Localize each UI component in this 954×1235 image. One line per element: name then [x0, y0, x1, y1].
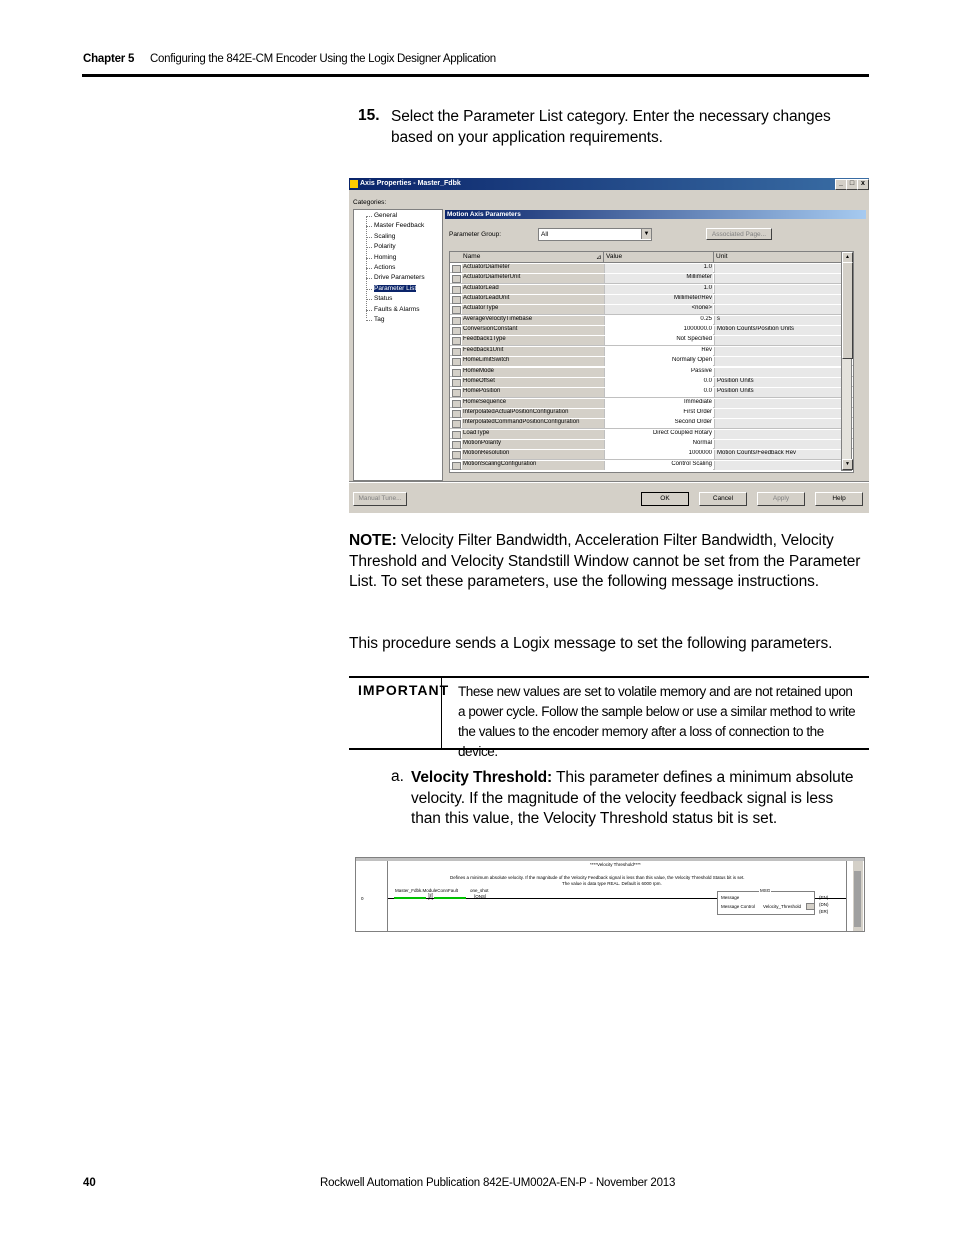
tree-connector [366, 247, 372, 249]
param-value[interactable]: <none> [604, 305, 713, 314]
param-value[interactable]: Passive [604, 368, 713, 377]
param-name: ActuatorType [462, 305, 605, 314]
param-name: HomeMode [462, 368, 605, 377]
category-item[interactable]: Drive Parameters [374, 274, 425, 282]
param-value[interactable]: Normally Open [604, 357, 713, 366]
table-row[interactable] [450, 273, 853, 283]
xio-tag[interactable]: Master_Fdbk.ModuleConnFault [395, 888, 459, 893]
param-unit [714, 336, 845, 345]
param-value[interactable]: 0.25 [604, 316, 713, 325]
param-value[interactable]: Normal [604, 440, 713, 449]
table-row[interactable] [450, 418, 853, 428]
param-value[interactable]: Millimeter/Rev [604, 295, 713, 304]
minimize-button[interactable]: _ [835, 179, 847, 190]
tree-connector [366, 226, 372, 228]
table-row[interactable] [450, 439, 853, 449]
row-expand-box[interactable] [452, 451, 461, 459]
table-row[interactable] [450, 356, 853, 366]
procedure-text: This procedure sends a Logix message to set the following parameters. [349, 635, 833, 652]
param-unit [714, 274, 845, 283]
row-expand-box[interactable] [452, 431, 461, 439]
param-name: ActuatorDiameterUnit [462, 274, 605, 283]
param-unit [714, 285, 845, 294]
help-button[interactable]: Help [815, 492, 863, 506]
parameter-group-select[interactable] [538, 228, 652, 241]
xio-contact-icon[interactable]: ]/[ [428, 894, 434, 900]
tree-connector [366, 289, 372, 291]
dialog-title: Axis Properties - Master_Fdbk [360, 180, 461, 187]
rung-comment-title: ****Velocity Threshold**** [590, 862, 641, 867]
row-expand-box[interactable] [452, 286, 461, 294]
param-name: MotionScalingConfiguration [462, 461, 605, 470]
category-item[interactable]: Polarity [374, 243, 396, 251]
row-expand-box[interactable] [452, 389, 461, 397]
row-expand-box[interactable] [452, 379, 461, 387]
scroll-up-icon[interactable]: ▲ [842, 252, 853, 263]
row-expand-box[interactable] [452, 400, 461, 408]
parameter-group-label: Parameter Group: [449, 231, 502, 238]
param-value[interactable]: 1000000.0 [604, 326, 713, 335]
param-name: Feedback1Type [462, 336, 605, 345]
tree-connector [366, 278, 372, 280]
step-number: 15. [358, 107, 380, 124]
tree-connector [366, 237, 372, 239]
table-row[interactable] [450, 408, 853, 418]
ladder-logic-screenshot [355, 857, 865, 932]
chevron-down-icon[interactable]: ▼ [641, 229, 651, 239]
row-expand-box[interactable] [452, 420, 461, 428]
param-unit: Motion Counts/Position Units [714, 326, 845, 335]
important-top-rule [349, 676, 869, 678]
step-text: Select the Parameter List category. Enter the necessary changes based on your application requirements. [391, 108, 831, 146]
param-value[interactable]: Control Scaling [604, 461, 713, 470]
chapter-title: Configuring the 842E-CM Encoder Using the Logix Designer Application [150, 53, 496, 65]
close-button[interactable]: x [857, 179, 869, 190]
table-row[interactable] [450, 377, 853, 387]
row-expand-box[interactable] [452, 462, 461, 470]
table-row[interactable] [450, 460, 853, 470]
row-expand-box[interactable] [452, 441, 461, 449]
param-unit: Position Units [714, 378, 845, 387]
scroll-thumb[interactable] [842, 262, 853, 359]
param-value[interactable]: Not Specified [604, 336, 713, 345]
param-unit [714, 357, 845, 366]
grid-scrollbar[interactable] [841, 251, 852, 471]
category-item[interactable]: General [374, 212, 398, 219]
important-label: IMPORTANT [358, 682, 450, 698]
param-unit [714, 440, 845, 449]
table-row[interactable] [450, 429, 853, 439]
param-name: HomeLimitSwitch [462, 357, 605, 366]
param-name: HomeOffset [462, 378, 605, 387]
column-unit[interactable]: Unit [716, 253, 728, 260]
substep-text [411, 768, 861, 830]
tree-connector [366, 320, 372, 322]
note-label: NOTE: [349, 532, 397, 549]
param-unit [714, 399, 845, 408]
substep-body: This parameter defines a minimum absolute velocity. If the magnitude of the velocity feedback signal is less than this value, the Velocity Threshold status bit is set. [411, 769, 854, 827]
row-expand-box[interactable] [452, 327, 461, 335]
energized-segment [434, 897, 466, 899]
publication-info: Rockwell Automation Publication 842E-UM002A-EN-P - November 2013 [320, 1177, 676, 1189]
param-name: MotionResolution [462, 450, 605, 459]
column-name[interactable]: Name [463, 253, 481, 260]
param-value[interactable]: Rev [604, 347, 713, 356]
param-name: LoadType [462, 430, 605, 439]
sort-icon[interactable]: ⊿ [596, 254, 602, 261]
important-text: These new values are set to volatile memory and are not retained upon a power cycle. Follow the sample below or use a similar method to write the values to the encoder memory after a loss of connection to the device. [458, 684, 856, 759]
param-unit: Position Units [714, 388, 845, 397]
param-unit [714, 347, 845, 356]
chapter-label: Chapter 5 [83, 53, 135, 65]
row-expand-box[interactable] [452, 410, 461, 418]
row-expand-box[interactable] [452, 369, 461, 377]
msg-output-dn: (DN) [819, 902, 829, 907]
table-row[interactable] [450, 304, 853, 314]
category-item[interactable]: Faults & Alarms [374, 305, 420, 313]
param-name: ActuatorLead [462, 285, 605, 294]
row-expand-box[interactable] [452, 337, 461, 345]
ladder-scrollbar[interactable] [853, 861, 863, 931]
ons-instruction[interactable]: [ONS] [474, 894, 487, 899]
tree-connector [366, 299, 372, 301]
grid-header [450, 252, 853, 263]
table-row[interactable] [450, 398, 853, 408]
apply-button[interactable]: Apply [757, 492, 805, 506]
table-row[interactable] [450, 387, 853, 397]
header-rule [82, 74, 869, 77]
msg-output-en: (EN) [819, 895, 829, 900]
param-name: HomePosition [462, 388, 605, 397]
rung-number: 0 [361, 896, 364, 901]
param-value[interactable]: 1000000 [604, 450, 713, 459]
ok-button[interactable]: OK [641, 492, 689, 506]
param-unit [714, 409, 845, 418]
tree-connector [366, 310, 372, 312]
param-unit [714, 264, 845, 273]
param-name: MotionPolarity [462, 440, 605, 449]
tree-connector [366, 258, 372, 260]
rung-comment-line1: Defines a minimum absolute velocity. If the magnitude of the Velocity Feedback signal is less than this value, the Velocity Threshold Status bit is set. [450, 875, 745, 880]
param-name: HomeSequence [462, 399, 605, 408]
row-expand-box[interactable] [452, 358, 461, 366]
msg-config-button[interactable] [806, 903, 815, 910]
column-value[interactable]: Value [606, 253, 623, 260]
panel-title-bar [445, 210, 866, 219]
dialog-separator [349, 481, 869, 483]
scroll-down-icon[interactable]: ▼ [842, 459, 853, 470]
rung-comment-line2: The value is data type REAL. Default is 6000 rpm. [562, 881, 662, 886]
param-name: InterpolatedCommandPositionConfiguration [462, 419, 605, 428]
table-row[interactable] [450, 449, 853, 459]
row-expand-box[interactable] [452, 296, 461, 304]
ladder-left-rail [387, 861, 388, 931]
categories-label: Categories: [353, 199, 387, 206]
category-item[interactable]: Parameter List [374, 284, 417, 292]
energized-segment [394, 897, 426, 899]
msg-control-label: Message Control [721, 904, 756, 909]
associated-page-button[interactable]: Associated Page... [706, 228, 772, 240]
parameter-grid[interactable] [449, 251, 854, 473]
param-unit [714, 430, 845, 439]
category-item[interactable]: Master Feedback [374, 222, 425, 230]
param-value[interactable]: First Order [604, 409, 713, 418]
tree-connector [366, 268, 372, 270]
param-value[interactable]: 1.0 [604, 264, 713, 273]
category-item[interactable]: Homing [374, 253, 397, 261]
cancel-button[interactable]: Cancel [699, 492, 747, 506]
msg-output-er: (ER) [819, 909, 829, 914]
param-unit [714, 368, 845, 377]
category-item[interactable]: Status [374, 295, 393, 303]
param-value[interactable]: Millimeter [604, 274, 713, 283]
param-unit [714, 295, 845, 304]
table-row[interactable] [450, 346, 853, 356]
note-text: Velocity Filter Bandwidth, Acceleration Filter Bandwidth, Velocity Threshold and Velocity Standstill Window cannot be set from the Parameter List. To set these parameters, use the following message instructions. [349, 532, 861, 590]
ladder-right-rail [846, 861, 847, 931]
maximize-button[interactable]: □ [846, 179, 858, 190]
row-expand-box[interactable] [452, 317, 461, 325]
substep-letter: a. [391, 768, 404, 785]
param-value[interactable]: 1.0 [604, 285, 713, 294]
param-value[interactable]: Direct Coupled Rotary [604, 430, 713, 439]
ladder-top-bar [356, 858, 864, 861]
param-unit [714, 419, 845, 428]
msg-control-value[interactable]: Velocity_Threshold [763, 904, 802, 909]
param-value[interactable]: Second Order [604, 419, 713, 428]
table-row[interactable] [450, 294, 853, 304]
row-expand-box[interactable] [452, 348, 461, 356]
categories-tree[interactable] [353, 209, 443, 481]
param-unit: s [714, 316, 845, 325]
page-number: 40 [83, 1177, 96, 1189]
row-expand-box[interactable] [452, 275, 461, 283]
dialog-title-bar [349, 178, 869, 190]
row-expand-box[interactable] [452, 306, 461, 314]
table-row[interactable] [450, 335, 853, 345]
axis-properties-dialog [349, 178, 869, 513]
table-row[interactable] [450, 284, 853, 294]
manual-tune-button[interactable]: Manual Tune... [353, 492, 407, 506]
row-expand-box[interactable] [452, 265, 461, 273]
panel-title: Motion Axis Parameters [447, 211, 521, 218]
param-name: InterpolatedActualPositionConfiguration [462, 409, 605, 418]
param-value[interactable]: 0.0 [604, 388, 713, 397]
param-unit [714, 461, 845, 470]
param-unit [714, 305, 845, 314]
table-row[interactable] [450, 263, 853, 273]
msg-line1: Message [721, 895, 740, 900]
param-name: ActuatorDiameter [462, 264, 605, 273]
msg-instruction-name: MSG [760, 888, 771, 893]
param-value[interactable]: Immediate [604, 399, 713, 408]
substep-label: Velocity Threshold: [411, 769, 553, 786]
app-icon [350, 180, 358, 188]
param-name: Feedback1Unit [462, 347, 605, 356]
tree-connector [366, 216, 368, 318]
table-row[interactable] [450, 325, 853, 335]
table-row[interactable] [450, 367, 853, 377]
param-value[interactable]: 0.0 [604, 378, 713, 387]
parameter-group-value: All [541, 231, 549, 238]
ons-tag[interactable]: one_shot [470, 888, 489, 893]
table-row[interactable] [450, 315, 853, 325]
param-name: ActuatorLeadUnit [462, 295, 605, 304]
param-unit: Motion Counts/Feedback Rev [714, 450, 845, 459]
category-item[interactable]: Actions [374, 264, 396, 271]
category-item[interactable]: Tag [374, 316, 385, 323]
msg-instruction-block[interactable] [717, 888, 815, 915]
param-name: ConversionConstant [462, 326, 605, 335]
ladder-scroll-thumb[interactable] [854, 871, 861, 927]
category-item[interactable]: Scaling [374, 232, 396, 240]
note-paragraph [349, 531, 864, 593]
param-name: AverageVelocityTimebase [462, 316, 605, 325]
tree-connector [366, 216, 372, 218]
